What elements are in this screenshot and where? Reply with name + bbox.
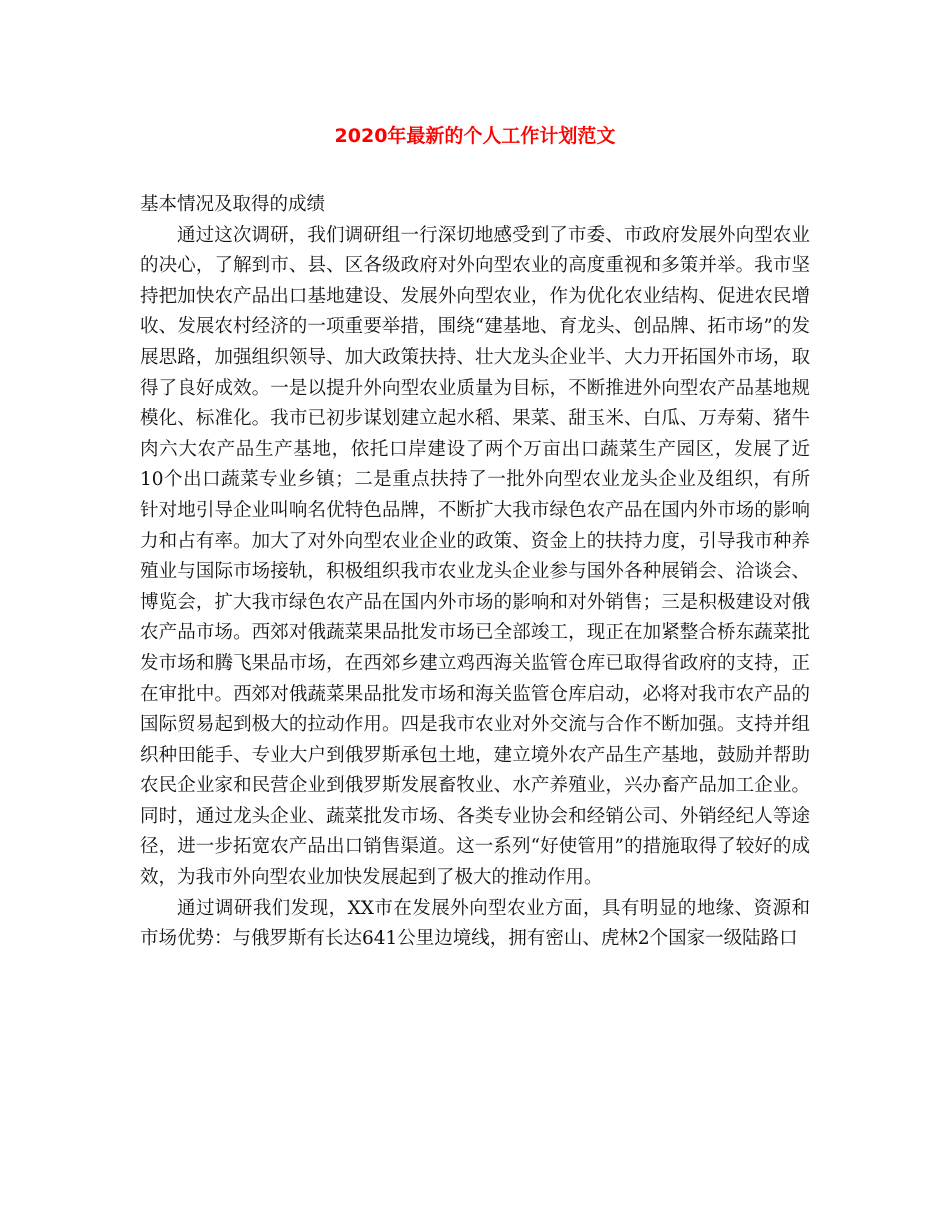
document-title: 2020年最新的个人工作计划范文 <box>334 125 616 147</box>
section-heading: 基本情况及取得的成绩 <box>140 194 326 215</box>
body-paragraph-2: 通过调研我们发现，XX市在发展外向型农业方面，具有明显的地缘、资源和市场优势：与俄罗斯有长达641公里边境线，拥有密山、虎林2个国家一级陆路口 <box>140 897 810 950</box>
body-paragraph-1: 通过这次调研，我们调研组一行深切地感受到了市委、市政府发展外向型农业的决心，了解到市、县、区各级政府对外向型农业的高度重视和多策并举。我市坚持把加快农产品出口基地建设、发展外向型农业，作为优化农业结构、促进农民增收、发展农村经济的一项重要举措，围绕“建基地、育龙头、创品牌、拓市场”的发展思路，加强组织领导、加大政策扶持、壮大龙头企业半、大力开拓国外市场，取得了良好成效。一是以提升外向型农业质量为目标，不断推进外向型农产品基地规模化、标准化。我市已初步谋划建立起水稻、果菜、甜玉米、白瓜、万寿菊、猪牛肉六大农产品生产基地，依托口岸建设了两个万亩出口蔬菜生产园区，发展了近10个出口蔬菜专业乡镇；二是重点扶持了一批外向型农业龙头企业及组织，有所针对地引导企业叫响名优特色品牌，不断扩大我市绿色农产品在国内外市场的影响力和占有率。加大了对外向型农业企业的政策、资金上的扶持力度，引导我市种养殖业与国际市场接轨，积极组织我市农业龙头企业参与国外各种展销会、洽谈会、博览会，扩大我市绿色农产品在国内外市场的影响和对外销售；三是积极建设对俄农产品市场。西郊对俄蔬菜果品批发市场已全部竣工，现正在加紧整合桥东蔬菜批发市场和腾飞果品市场，在西郊乡建立鸡西海关监管仓库已取得省政府的支持，正在审批中。西郊对俄蔬菜果品批发市场和海关监管仓库启动，必将对我市农产品的国际贸易起到极大的拉动作用。四是我市农业对外交流与合作不断加强。支持并组织种田能手、专业大户到俄罗斯承包土地，建立境外农产品生产基地，鼓励并帮助农民企业家和民营企业到俄罗斯发展畜牧业、水产养殖业，兴办畜产品加工企业。同时，通过龙头企业、蔬菜批发市场、各类专业协会和经销公司、外销经纪人等途径，进一步拓宽农产品出口销售渠道。这一系列“好使管用”的措施取得了较好的成效，为我市外向型农业加快发展起到了极大的推动作用。 <box>140 224 810 889</box>
document-body <box>140 190 810 955</box>
